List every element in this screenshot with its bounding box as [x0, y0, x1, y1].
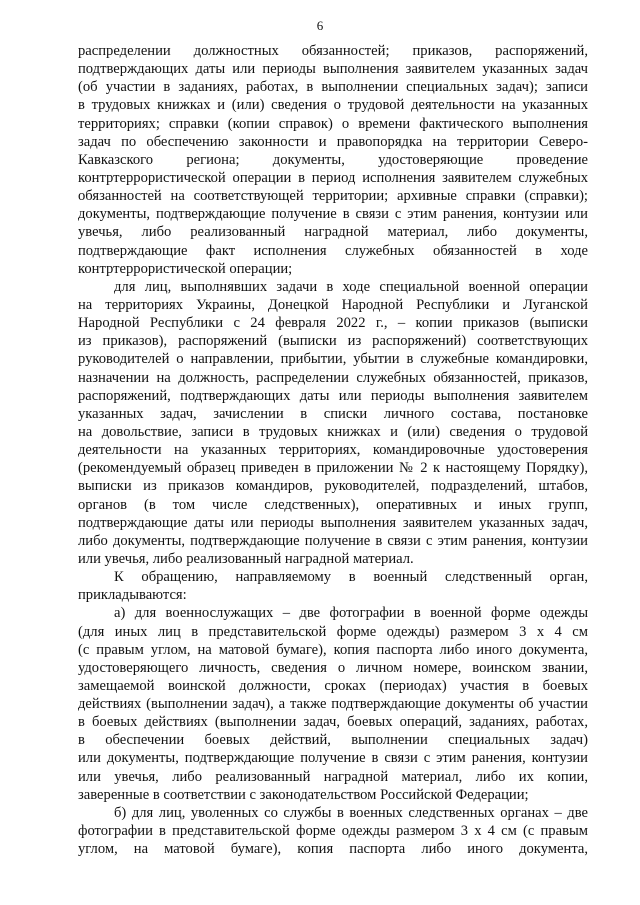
text-line: назначении на должность, распределении служебных обязанностей, приказов,: [78, 369, 588, 386]
text-line: распоряжений, подтверждающих даты или периоды выполнения заявителем: [78, 387, 588, 404]
text-line: выписки из приказов командиров, руководителей, подразделений, штабов,: [78, 478, 588, 495]
text-line: (об участии в заданиях, работах, в выполнении специальных задач); записи: [78, 79, 588, 96]
text-line: на территориях Украины, Донецкой Народной Республики и Луганской: [78, 296, 588, 313]
text-line: деятельности на указанных территориях, командировочные удостоверения: [78, 442, 588, 459]
text-line: подтверждающие даты или периоды выполнения заявителем указанных задач,: [78, 514, 588, 531]
text-line: территориях; справки (копии справок) о времени фактического выполнения: [78, 115, 588, 132]
text-line: указанных задач, зачислении в списки личного состава, постановке: [78, 405, 588, 422]
text-line: контртеррористической операции в период исполнения заявителем служебных: [78, 169, 588, 186]
text-line: на довольствие, записи в трудовых книжках и (или) сведения о трудовой: [78, 423, 588, 440]
text-line: (рекомендуемый образец приведен в приложении № 2 к настоящему Порядку),: [78, 460, 588, 477]
text-line: фотографии в представительской форме одежды размером 3 х 4 см (с правым: [78, 823, 588, 840]
text-line: удостоверяющего личность, сведения о личном номере, воинском звании,: [78, 659, 588, 676]
text-line: действиях (выполнении задач), а также подтверждающие документы об участии: [78, 696, 588, 713]
text-line: углом, на матовой бумаге), копия паспорта либо иного документа,: [78, 841, 588, 858]
text-line: (для иных лиц в представительской форме одежды) размером 3 х 4 см: [78, 623, 588, 640]
text-line: подтверждающих даты или периоды выполнения заявителем указанных задач: [78, 61, 588, 78]
text-line: документы, подтверждающие получение в связи с этим ранения, контузии или: [78, 206, 588, 223]
text-line: прикладываются:: [78, 587, 187, 604]
text-line: либо документы, подтверждающие получение в связи с этим ранения, контузии: [78, 532, 588, 549]
text-line: в трудовых книжках и (или) сведения о трудовой деятельности на указанных: [78, 97, 588, 114]
text-line: заверенные в соответствии с законодательством Российской Федерации;: [78, 786, 529, 803]
text-line: задач по обеспечению законности и правопорядка на территории Северо-: [78, 133, 588, 150]
text-line: замещаемой воинской должности, сроках (периодах) участия в боевых: [78, 677, 588, 694]
text-line: контртеррористической операции;: [78, 260, 293, 277]
text-line: в обеспечении боевых действий, выполнении специальных задач): [78, 732, 588, 749]
text-line: из приказов), распоряжений (выписки из распоряжений) соответствующих: [78, 333, 588, 350]
text-line: увечья, либо реализованный наградной материал, либо документы,: [78, 224, 588, 241]
text-line: или документы, подтверждающие получение в связи с этим ранения, контузии: [78, 750, 588, 767]
text-line: или увечья, либо реализованный наградной материал.: [78, 550, 414, 567]
text-line: подтверждающие факт исполнения служебных обязанностей в ходе: [78, 242, 588, 259]
text-line: распределении должностных обязанностей; приказов, распоряжений,: [78, 43, 588, 59]
text-line: для лиц, выполнявших задачи в ходе специальной военной операции: [114, 278, 588, 295]
text-line: обязанностей на соответствующей территории; архивные справки (справки);: [78, 188, 588, 205]
page-number: 6: [316, 18, 324, 33]
text-line: Кавказского региона; документы, удостоверяющие проведение: [78, 151, 588, 168]
text-line: а) для военнослужащих – две фотографии в военной форме одежды: [114, 605, 588, 622]
text-line: или увечья, либо реализованный наградной материал, либо их копии,: [78, 768, 588, 785]
text-line: К обращению, направляемому в военный следственный орган,: [114, 569, 588, 586]
text-line: б) для лиц, уволенных со службы в военных следственных органах – две: [114, 804, 588, 821]
text-line: органов (в том числе следственных), оперативных и иных групп,: [78, 496, 588, 513]
text-line: руководителей о направлении, прибытии, убытии в служебные командировки,: [78, 351, 588, 368]
text-line: (с правым углом, на матовой бумаге), копия паспорта либо иного документа,: [78, 641, 588, 658]
text-line: Народной Республики с 24 февраля 2022 г., – копии приказов (выписки: [78, 315, 588, 332]
body-text: [78, 42, 588, 858]
text-line: в боевых действиях (выполнении задач, боевых операций, заданиях, работах,: [78, 714, 588, 731]
